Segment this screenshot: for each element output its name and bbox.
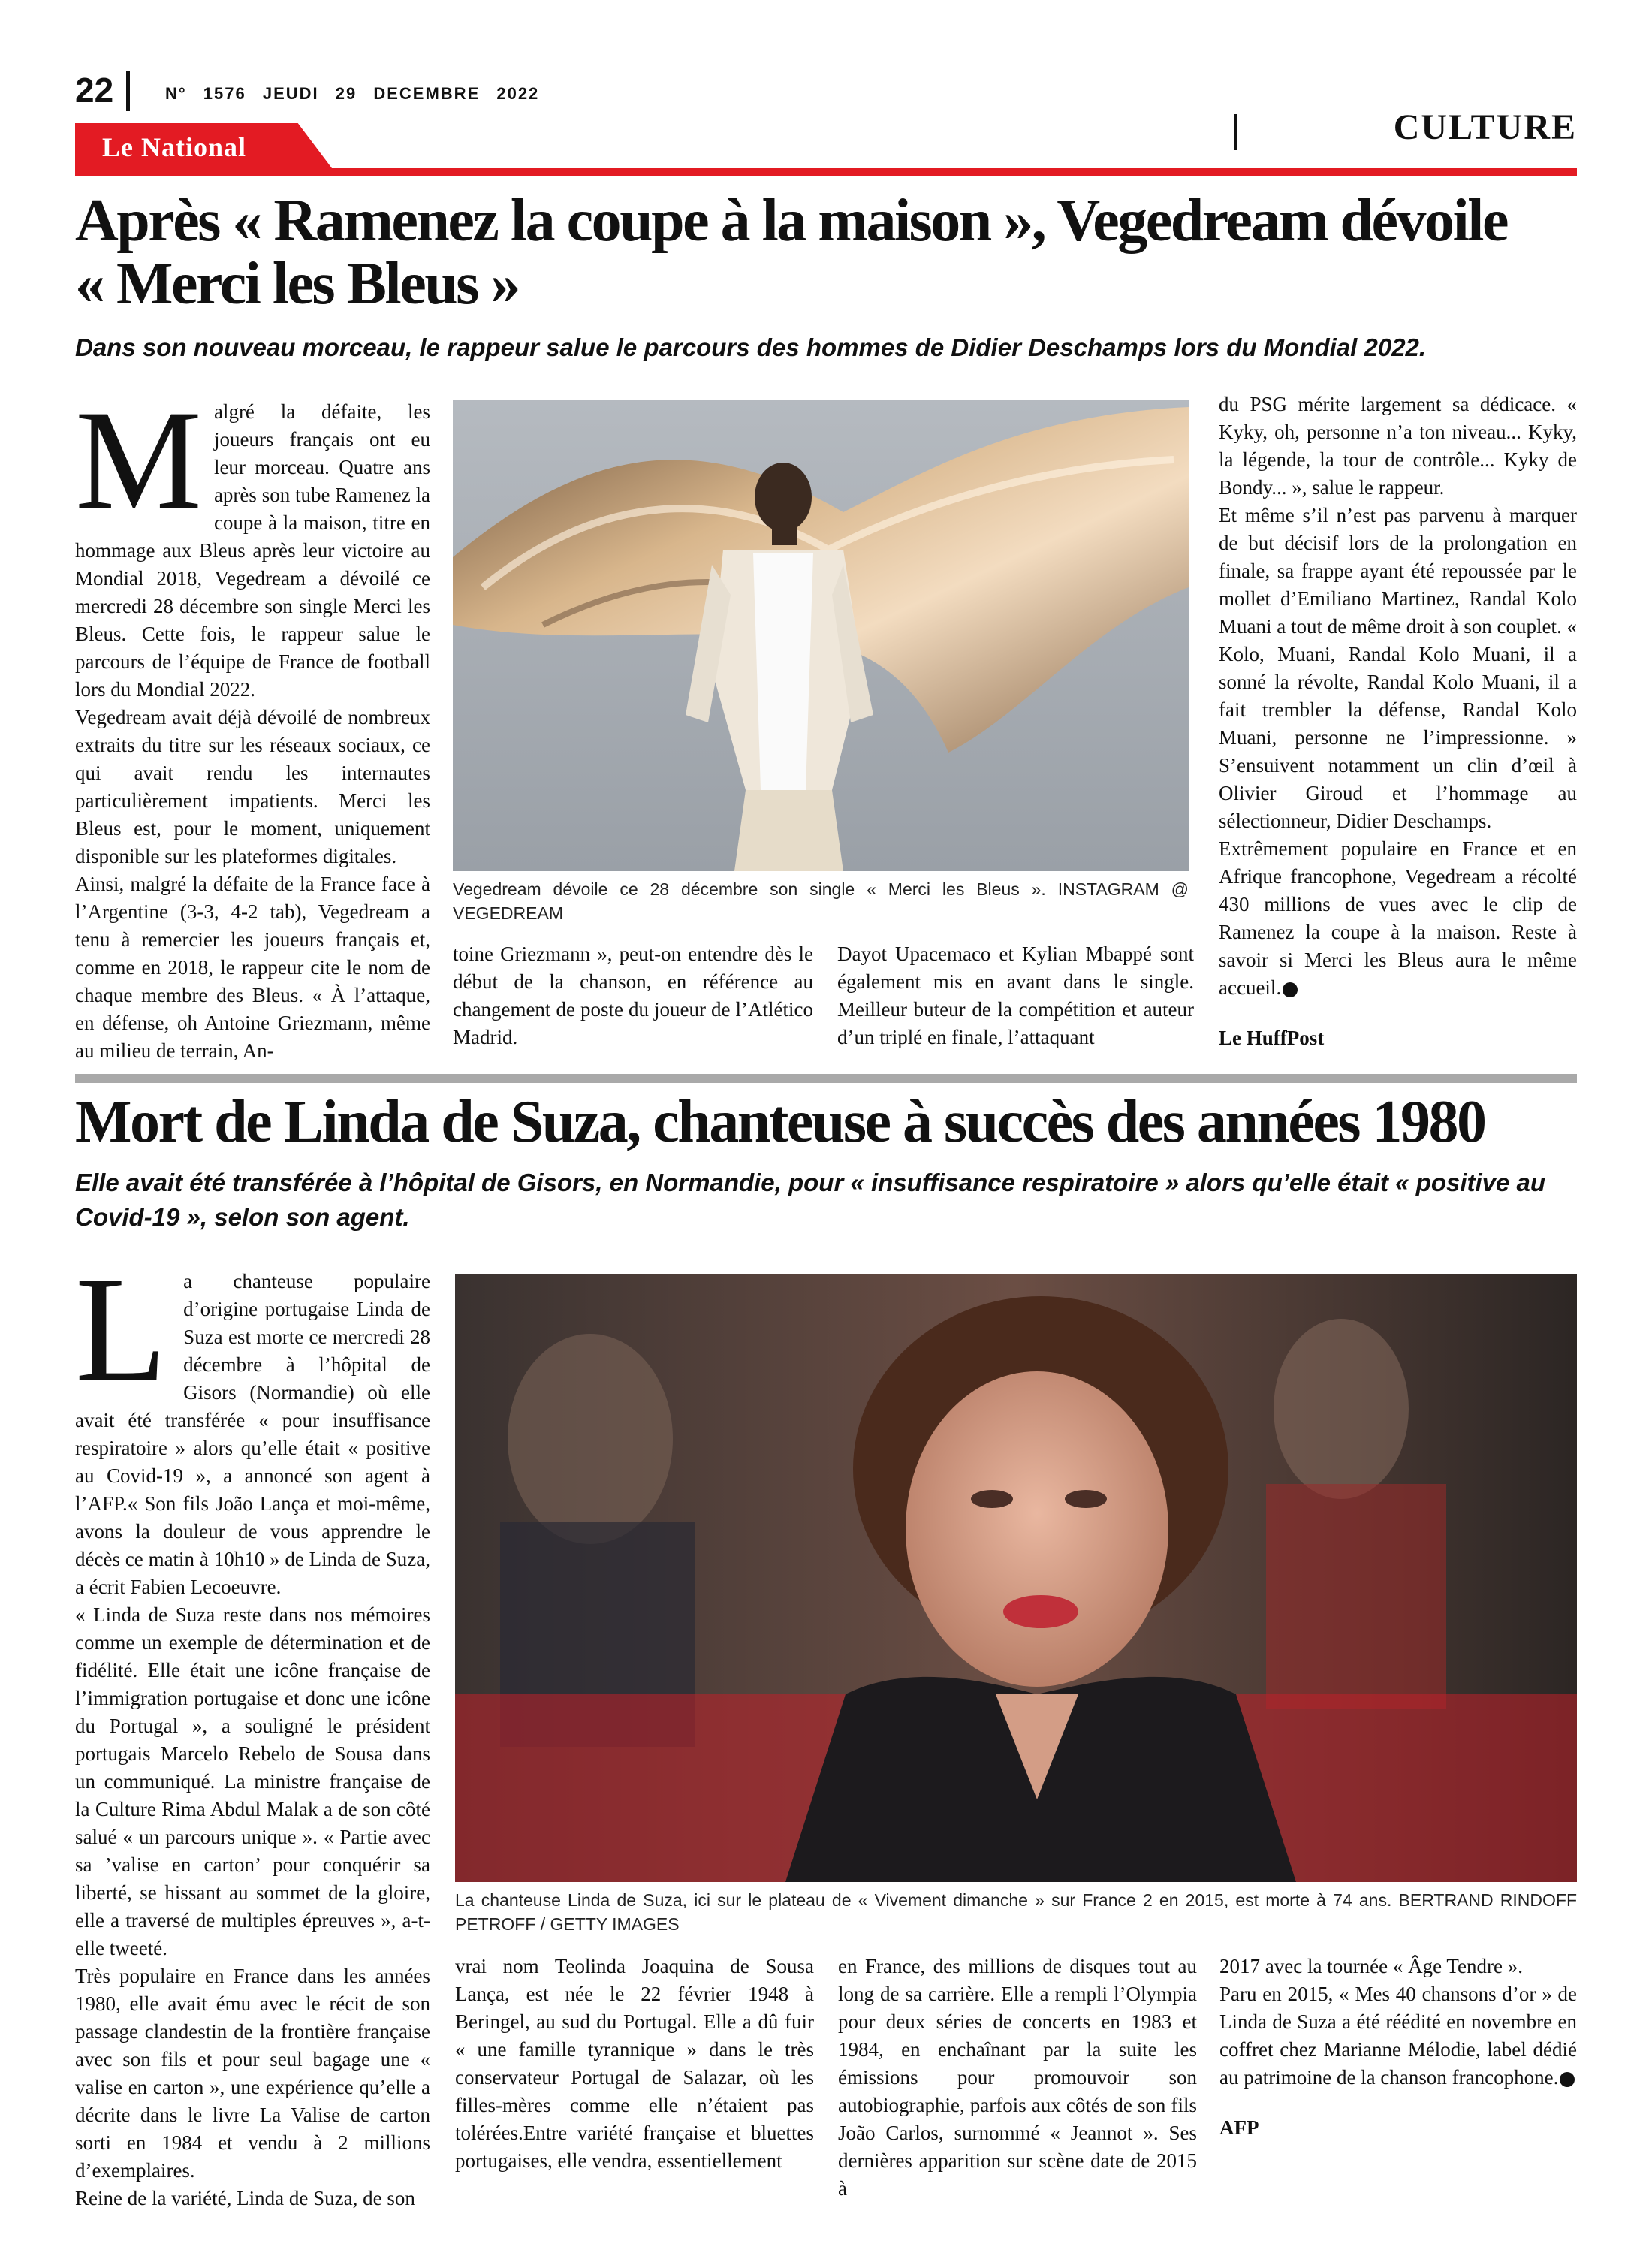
issue-date-line: N° 1576 JEUDI 29 DECEMBRE 2022 [165,84,540,103]
article1-headline [75,189,1584,315]
article2-column-1 [75,1247,430,2212]
article1-paragraph: du PSG mérite largement sa dédicace. « Kyky, oh, personne n’a ton niveau... Kyky, la légende, la tour de contrôle... Kyky de Bondy... », salue le rappeur. [1219,393,1577,499]
article1-dropcap: M [75,382,202,539]
article1-headline-line2: « Merci les Bleus » [75,251,519,317]
article2-headline: Mort de Linda de Suza, chanteuse à succès des années 1980 [75,1089,1485,1155]
article1-headline-line1: Après « Ramenez la coupe à la maison », Vegedream dévoile [75,188,1507,254]
article1-paragraph: Dayot Upacemaco et Kylian Mbappé sont également mis en avant dans le single. Meilleur buteur de la compétition et auteur d’un triplé en finale, l’attaquant [837,943,1194,1048]
header-rule [75,168,1577,176]
article2-column-3 [838,1953,1197,2203]
article2-paragraph: 2017 avec la tournée « Âge Tendre ». [1219,1955,1523,1977]
page-number: 22 [75,71,114,110]
article2-column-4 [1219,1953,1577,2142]
article1-photo-caption: Vegedream dévoile ce 28 décembre son single « Merci les Bleus ». INSTAGRAM @ VEGEDREAM [453,879,1189,923]
article1-column-4 [1219,391,1577,1052]
publication-tag: Le National [102,132,247,162]
article1-paragraph: Vegedream avait déjà dévoilé de nombreux extraits du titre sur les réseaux sociaux, ce qui avait rendu les internautes particulièrement impatients. Merci les Bleus est, pour le moment, uniquement disponible sur les plateformes digitales. [75,706,430,867]
linda-de-suza-photo [455,1274,1577,1882]
article2-column-2 [455,1953,814,2175]
article1-paragraph: toine Griezmann », peut-on entendre dès le début de la chanson, en référence au changement de poste du joueur de l’Atlético Madrid. [453,943,813,1048]
article1-subtitle: Dans son nouveau morceau, le rappeur salue le parcours des hommes de Didier Deschamps lors du Mondial 2022. [75,333,1427,361]
end-mark-icon [1283,982,1298,997]
article1-paragraph: Et même s’il n’est pas parvenu à marquer de but décisif lors de la prolongation en finale, sa frappe ayant été repoussée par le mollet d’Emiliano Martinez, Randal Kolo Muani a tout de même droit à son couplet. « Kolo, Muani, Randal Kolo Muani, il a sonné la révolte, Randal Kolo Muani, il a fait trembler la défense, Randal Kolo Muani, personne ne l’impressionne. » S’ensuivent notamment un clin d’œil à Olivier Giroud et l’hommage au sélectionneur, Didier Deschamps. [1219,504,1577,832]
article1-paragraph [1219,835,1577,1002]
article2-paragraph [1219,1980,1577,2092]
page-number-divider [126,71,130,111]
article2-paragraph: a chanteuse populaire d’origine portugaise Linda de Suza est morte ce mercredi 28 décembre à l’hôpital de Gisors (Normandie) où elle avait été transférée « pour insuffisance respiratoire » alors qu’elle était « positive au Covid-19 », a annoncé son agent à l’AFP.« Son fils João Lança et moi-même, avons la douleur de vous apprendre le décès ce matin à 10h10 » de Linda de Suza, a écrit Fabien Lecoeuvre. [75,1270,430,1598]
vegedream-photo [453,400,1189,871]
article1-column-1 [75,382,430,1065]
article2-closing-text: Paru en 2015, « Mes 40 chansons d’or » de Linda de Suza a été réédité en novembre en coffret chez Marianne Mélodie, label dédié au patrimoine de la chanson francophone. [1219,1983,1577,2089]
article2-paragraph: vrai nom Teolinda Joaquina de Sousa Lança, est née le 22 février 1948 à Beringel, au sud du Portugal. Elle a dû fuir « une famille tyrannique » dans le très conservateur Portugal de Salazar, où les filles-mères comme elle n’étaient pas tolérées.Entre variété française et bluettes portugaises, elle vendra, essentiellement [455,1955,814,2172]
section-title: CULTURE [1393,107,1577,147]
article2-photo-caption: La chanteuse Linda de Suza, ici sur le plateau de « Vivement dimanche » sur France 2 en 2015, est morte à 74 ans. BERTRAND RINDOFF PETROFF / GETTY IMAGES [455,1890,1577,1934]
article1-byline: Le HuffPost [1219,1027,1325,1049]
article-separator [75,1074,1577,1083]
article2-paragraph: « Linda de Suza reste dans nos mémoires comme un exemple de détermination et de fidélité. Elle était une icône française de l’immigration portugaise et donc une icône du Portugal », a souligné le président portugais Marcelo Rebelo de Sousa dans un communiqué. La ministre française de la Culture Rima Abdul Malak a de son côté salué « un parcours unique ». « Partie avec sa ’valise en carton’ pour conquérir sa liberté, se hissant au sommet de la gloire, elle a traversé de multiples épreuves », a-t-elle tweeté. [75,1603,430,1959]
article2-byline: AFP [1219,2116,1259,2139]
article1-closing-text: Extrêmement populaire en France et en Afrique francophone, Vegedream a récolté 430 millions de vues avec le clip de Ramenez la coupe à la maison. Reste à savoir si Merci les Bleus aura le même accueil. [1219,837,1577,999]
article2-dropcap: L [75,1247,167,1413]
article2-paragraph: Reine de la variété, Linda de Suza, de son [75,2187,415,2209]
end-mark-icon [1560,2072,1575,2087]
article2-paragraph: Très populaire en France dans les années 1980, elle avait ému avec le récit de son passage clandestin de la frontière française avec son fils et pour seul bagage une « valise en carton », une expérience qu’elle a décrite dans le livre La Valise de carton sorti en 1984 et vendu à 2 millions d’exemplaires. [75,1965,430,2182]
article2-subtitle: Elle avait été transférée à l’hôpital de Gisors, en Normandie, pour « insuffisance respiratoire » alors qu’elle était « positive au Covid-19 », selon son agent. [75,1169,1546,1231]
article1-column-2 [453,940,813,1051]
article1-paragraph: Ainsi, malgré la défaite de la France face à l’Argentine (3-3, 4-2 tab), Vegedream a tenu à remercier les joueurs français et, comme en 2018, le rappeur cite le nom de chaque membre des Bleus. « À l’attaque, en défense, oh Antoine Griezmann, même au milieu de terrain, An- [75,873,430,1062]
article2-paragraph: en France, des millions de disques tout au long de sa carrière. Elle a rempli l’Olympia pour deux séries de concerts en 1983 et 1984, en enchaînant par la suite les émissions pour promouvoir son autobiographie, parfois aux côtés de son fils João Carlos, surnommé « Jeannot ». Ses dernières apparition sur scène date de 2015 à [838,1955,1197,2200]
section-divider [1234,114,1237,150]
article1-paragraph: algré la défaite, les joueurs français ont eu leur morceau. Quatre ans après son tube Ramenez la coupe à la maison, titre en hommage aux Bleus après leur victoire au Mondial 2018, Vegedream a dévoilé ce mercredi 28 décembre son single Merci les Bleus. Cette fois, le rappeur salue le parcours de l’équipe de France de football lors du Mondial 2022. [75,400,430,701]
article1-column-3 [837,940,1194,1051]
